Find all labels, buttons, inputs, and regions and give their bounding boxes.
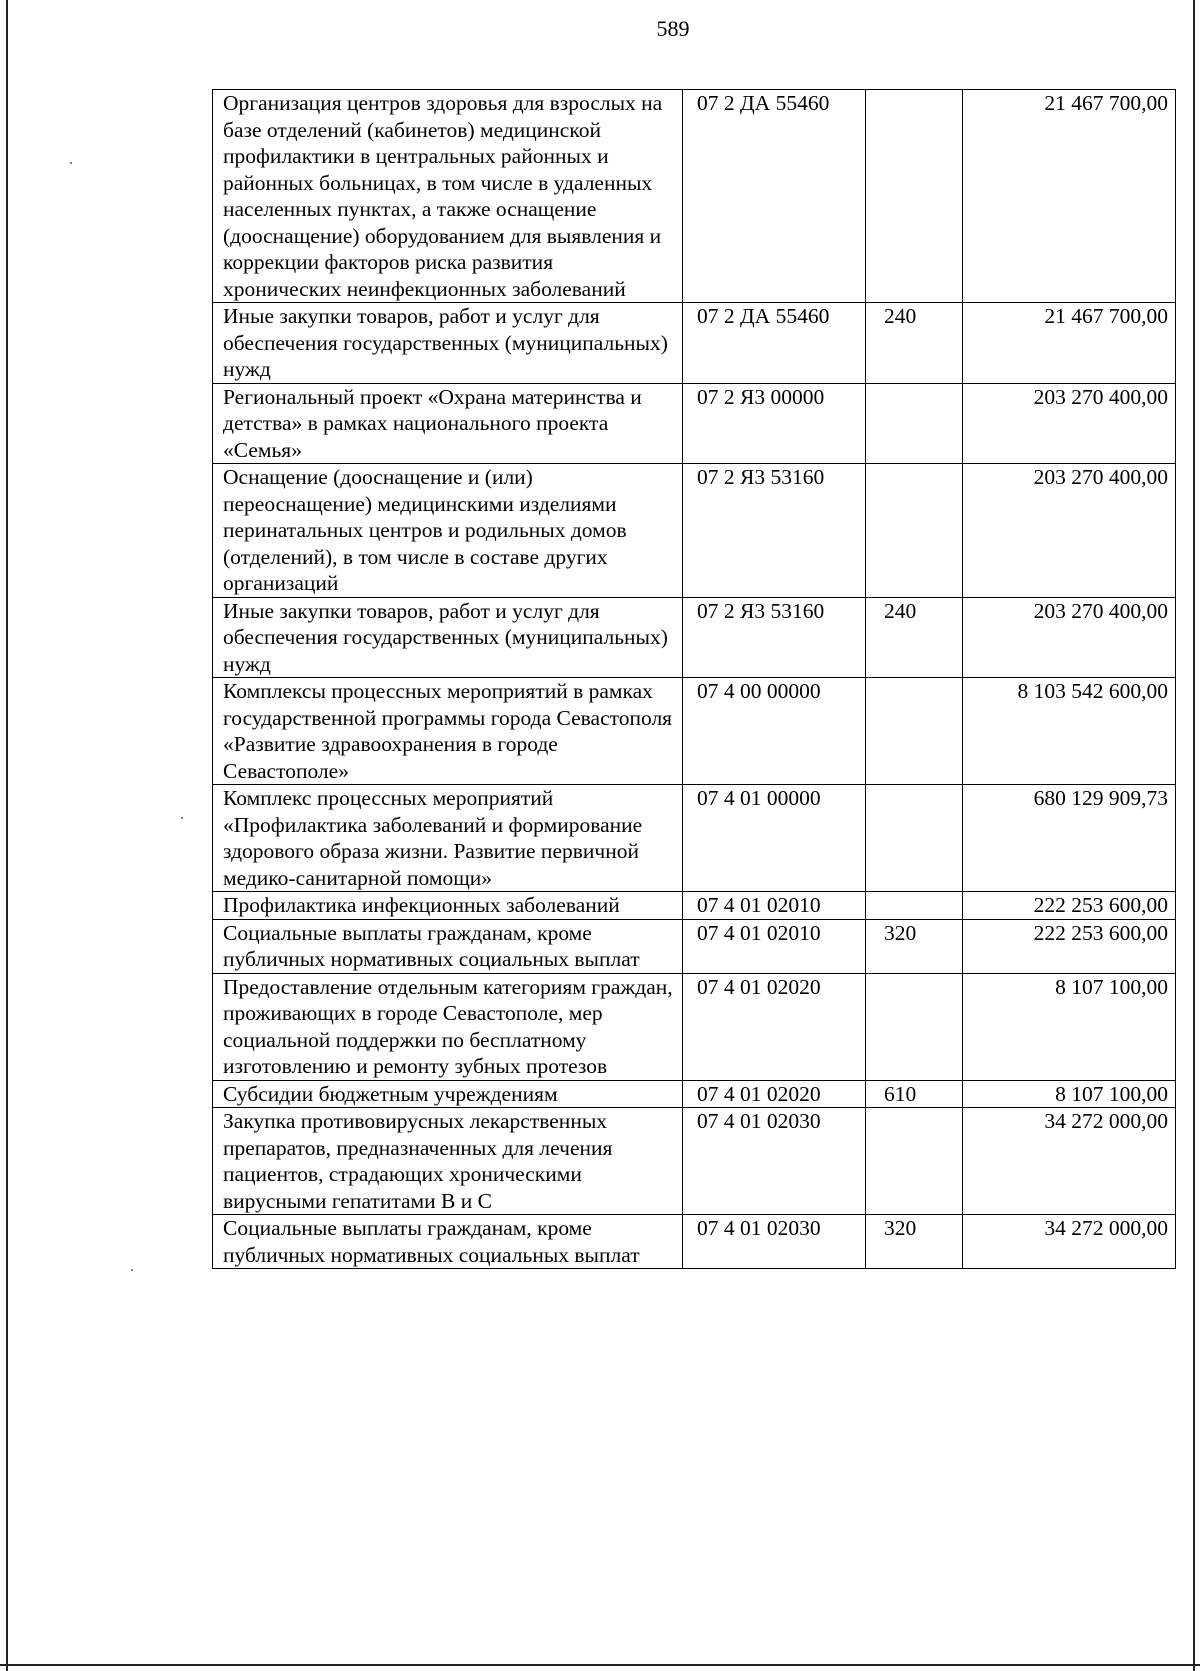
row-code: 07 4 00 00000	[683, 678, 866, 785]
page-number: 589	[656, 16, 690, 41]
row-code: 07 4 01 02010	[683, 892, 866, 920]
row-code: 07 4 01 02010	[683, 919, 866, 973]
row-name: Профилактика инфекционных заболеваний	[213, 892, 683, 920]
row-expense-type: 320	[866, 919, 963, 973]
row-code: 07 4 01 02030	[683, 1215, 866, 1269]
row-code: 07 4 01 02020	[683, 973, 866, 1080]
row-name: Иные закупки товаров, работ и услуг для обеспечения государственных (муниципальных) нужд	[213, 303, 683, 384]
scan-speck	[131, 1269, 133, 1271]
row-expense-type	[866, 785, 963, 892]
row-sum: 222 253 600,00	[963, 919, 1176, 973]
table-row	[213, 785, 1176, 892]
table-row	[213, 597, 1176, 678]
row-sum: 222 253 600,00	[963, 892, 1176, 920]
table-row	[213, 678, 1176, 785]
row-sum: 34 272 000,00	[963, 1108, 1176, 1215]
row-sum: 8 107 100,00	[963, 1080, 1176, 1108]
row-name: Региональный проект «Охрана материнства и детства» в рамках национального проекта «Семья»	[213, 383, 683, 464]
table-row	[213, 973, 1176, 1080]
row-name: Закупка противовирусных лекарственных препаратов, предназначенных для лечения пациентов, страдающих хроническими вирусными гепатитами B и C	[213, 1108, 683, 1215]
table-row	[213, 90, 1176, 303]
row-name: Организация центров здоровья для взрослых на базе отделений (кабинетов) медицинской профилактики в центральных районных и районных больницах, в том числе в удаленных населенных пунктах, а также оснащение (дооснащение) оборудованием для выявления и коррекции факторов риска развития хронических неинфекционных заболеваний	[213, 90, 683, 303]
table-row	[213, 383, 1176, 464]
row-expense-type	[866, 892, 963, 920]
row-sum: 203 270 400,00	[963, 464, 1176, 598]
row-sum: 8 107 100,00	[963, 973, 1176, 1080]
row-sum: 21 467 700,00	[963, 90, 1176, 303]
row-code: 07 2 ДА 55460	[683, 303, 866, 384]
table-row	[213, 892, 1176, 920]
row-code: 07 2 Я3 53160	[683, 464, 866, 598]
scan-border-bottom	[0, 1664, 1200, 1666]
table-row	[213, 303, 1176, 384]
row-sum: 21 467 700,00	[963, 303, 1176, 384]
row-expense-type: 240	[866, 303, 963, 384]
row-expense-type	[866, 383, 963, 464]
row-name: Иные закупки товаров, работ и услуг для обеспечения государственных (муниципальных) нужд	[213, 597, 683, 678]
row-expense-type	[866, 1108, 963, 1215]
row-name: Комплекс процессных мероприятий «Профилактика заболеваний и формирование здорового образа жизни. Развитие первичной медико-санитарной помощи»	[213, 785, 683, 892]
row-sum: 680 129 909,73	[963, 785, 1176, 892]
row-name: Комплексы процессных мероприятий в рамках государственной программы города Севастополя «Развитие здравоохранения в городе Севастополе»	[213, 678, 683, 785]
row-expense-type	[866, 464, 963, 598]
row-sum: 8 103 542 600,00	[963, 678, 1176, 785]
row-code: 07 4 01 00000	[683, 785, 866, 892]
row-code: 07 2 Я3 53160	[683, 597, 866, 678]
row-sum: 203 270 400,00	[963, 597, 1176, 678]
table-row	[213, 1080, 1176, 1108]
table-body	[213, 90, 1176, 1269]
table-row	[213, 1215, 1176, 1269]
row-code: 07 2 Я3 00000	[683, 383, 866, 464]
table-row	[213, 1108, 1176, 1215]
row-expense-type	[866, 90, 963, 303]
row-expense-type	[866, 973, 963, 1080]
row-code: 07 4 01 02020	[683, 1080, 866, 1108]
row-sum: 203 270 400,00	[963, 383, 1176, 464]
row-name: Социальные выплаты гражданам, кроме публичных нормативных социальных выплат	[213, 919, 683, 973]
scan-border-right	[1193, 0, 1195, 1671]
row-name: Субсидии бюджетным учреждениям	[213, 1080, 683, 1108]
budget-table	[212, 89, 1176, 1269]
row-sum: 34 272 000,00	[963, 1215, 1176, 1269]
scan-speck	[70, 162, 72, 164]
row-expense-type: 240	[866, 597, 963, 678]
row-expense-type: 320	[866, 1215, 963, 1269]
row-name: Оснащение (дооснащение и (или) переоснащение) медицинскими изделиями перинатальных центров и родильных домов (отделений), в том числе в составе других организаций	[213, 464, 683, 598]
scan-border-left	[6, 0, 8, 1671]
row-expense-type: 610	[866, 1080, 963, 1108]
scan-speck	[181, 817, 183, 819]
row-name: Социальные выплаты гражданам, кроме публичных нормативных социальных выплат	[213, 1215, 683, 1269]
row-name: Предоставление отдельным категориям граждан, проживающих в городе Севастополе, мер социальной поддержки по бесплатному изготовлению и ремонту зубных протезов	[213, 973, 683, 1080]
table-row	[213, 919, 1176, 973]
row-code: 07 2 ДА 55460	[683, 90, 866, 303]
row-code: 07 4 01 02030	[683, 1108, 866, 1215]
table-row	[213, 464, 1176, 598]
row-expense-type	[866, 678, 963, 785]
